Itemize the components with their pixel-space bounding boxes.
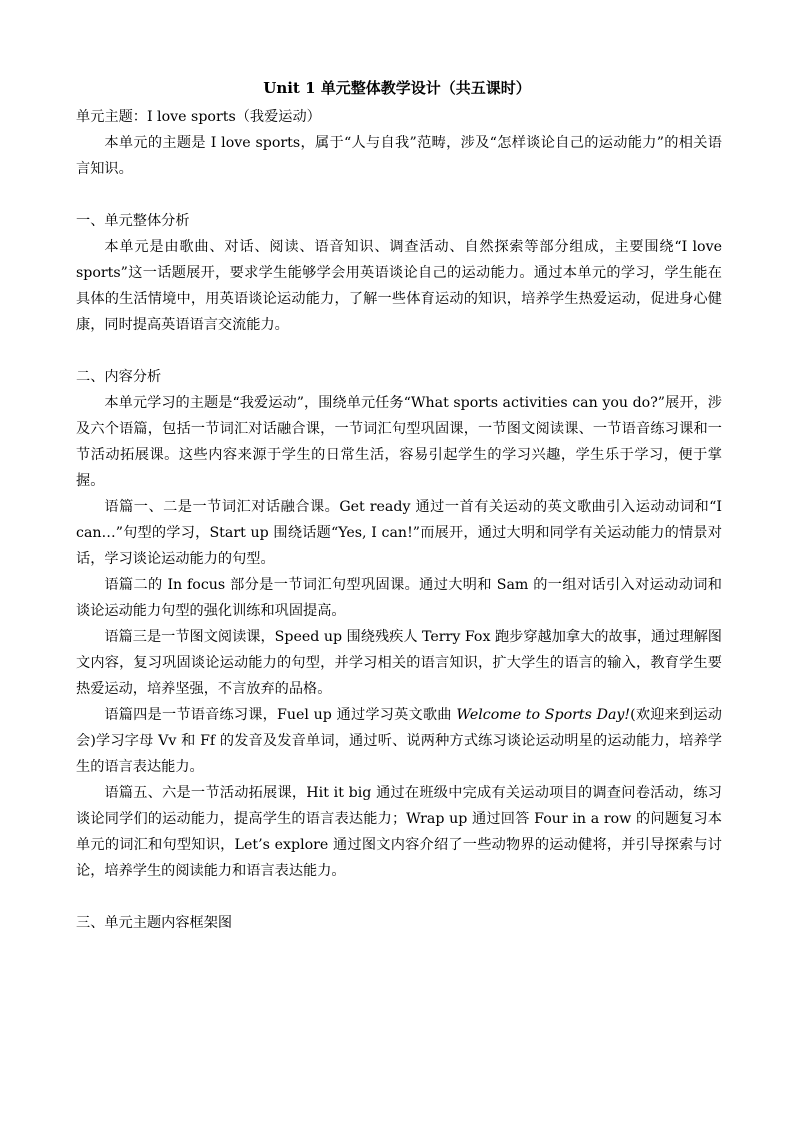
section-heading-content-analysis: 二、内容分析 (76, 369, 162, 385)
intro-paragraph: 本单元的主题是 I love sports，属于“人与自我”范畴，涉及“怎样谈论自己的运动能力”的相关语言知识。 (76, 135, 722, 177)
text-five-six-paragraph: 语篇五、六是一节活动拓展课，Hit it big 通过在班级中完成有关运动项目的调查问卷活动，练习谈论同学们的运动能力，提高学生的语言表达能力；Wrap up 通过回答 Four in a row 的问题复习本单元的词汇和句型知识，Let’s explore 通过图文内容介绍了一些动物界的运动健将，并引导探索与讨论，培养学生的阅读能力和语言表达能力。 (76, 785, 722, 879)
text-one-two-paragraph: 语篇一、二是一节词汇对话融合课。Get ready 通过一首有关运动的英文歌曲引入运动动词和“I can…”句型的学习，Start up 围绕话题“Yes, I can!”而展开，通过大明和同学有关运动能力的情景对话，学习谈论运动能力的句型。 (76, 499, 722, 567)
text-three-paragraph: 语篇三是一节图文阅读课，Speed up 围绕残疾人 Terry Fox 跑步穿越加拿大的故事，通过理解图文内容，复习巩固谈论运动能力的句型，并学习相关的语言知识，扩大学生的语言的输入，教育学生要热爱运动，培养坚强，不言放弃的品格。 (76, 629, 722, 697)
content-analysis-paragraph: 本单元学习的主题是“我爱运动”，围绕单元任务“What sports activities can you do?”展开，涉及六个语篇，包括一节词汇对话融合课，一节词汇句型巩固课，一节图文阅读课、一节语音练习课和一节活动拓展课。这些内容来源于学生的日常生活，容易引起学生的学习兴趣，学生乐于学习，便于掌握。 (76, 395, 722, 489)
text-four-rest: (欢迎来到运动会)学习字母 Vv 和 Ff 的发音及发音单词，通过听、说两种方式练习谈论运动明星的运动能力，培养学生的语言表达能力。 (76, 707, 722, 775)
document-title: Unit 1 单元整体教学设计（共五课时） (263, 79, 531, 97)
text-four-paragraph (76, 702, 722, 780)
text-two-paragraph: 语篇二的 In focus 部分是一节词汇句型巩固课。通过大明和 Sam 的一组对话引入对运动动词和谈论运动能力句型的强化训练和巩固提高。 (76, 577, 722, 619)
section-heading-overall-analysis: 一、单元整体分析 (76, 213, 190, 229)
song-title: Welcome to Sports Day! (456, 707, 631, 723)
overall-analysis-paragraph: 本单元是由歌曲、对话、阅读、语音知识、调查活动、自然探索等部分组成，主要围绕“I love sports”这一话题展开，要求学生能够学会用英语谈论自己的运动能力。通过本单元的学习，学生能在具体的生活情境中，用英语谈论运动能力，了解一些体育运动的知识，培养学生热爱运动，促进身心健康，同时提高英语语言交流能力。 (76, 239, 722, 333)
unit-theme-line: 单元主题：I love sports（我爱运动） (76, 109, 321, 125)
document-body (76, 104, 722, 936)
section-heading-framework: 三、单元主题内容框架图 (76, 915, 233, 931)
text-four-lead: 语篇四是一节语音练习课，Fuel up 通过学习英文歌曲 (104, 707, 457, 723)
